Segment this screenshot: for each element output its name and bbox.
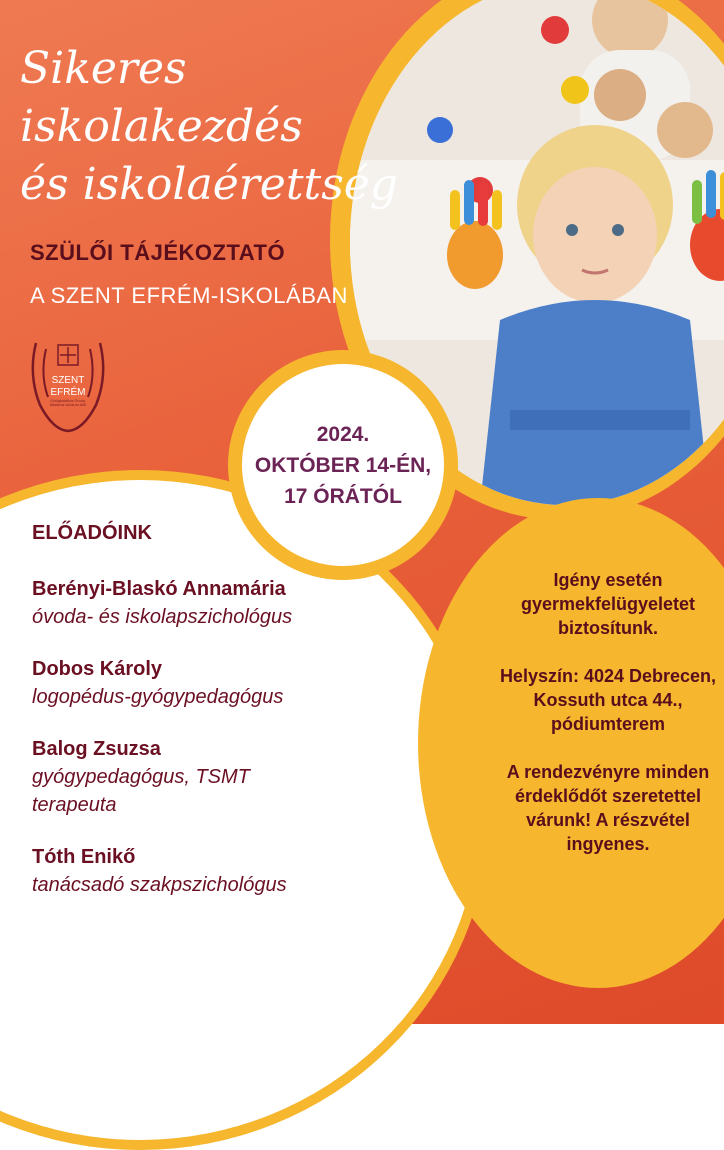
title-line-1: Sikeres: [20, 43, 187, 94]
speaker-role: logopédus-gyógypedagógus: [32, 686, 284, 708]
info-childcare: Igény esetén gyermekfelügyeletet biztosítunk.: [520, 570, 696, 638]
date-day: OKTÓBER 14-ÉN,: [254, 453, 432, 477]
title-line-2: iskolakezdés: [20, 101, 303, 152]
speakers-heading: ELŐADÓINK: [32, 522, 152, 544]
date-time: 17 ÓRÁTÓL: [284, 484, 402, 508]
speaker-name: Balog Zsuzsa: [32, 738, 161, 760]
speaker-item: [32, 735, 392, 819]
logo-text-2: EFRÉM: [50, 387, 86, 398]
speaker-item: [32, 655, 392, 711]
event-info: [488, 568, 724, 880]
logo-small-text: Görögkatolikus Óvoda, Általános Iskola és AMI: [49, 399, 87, 407]
logo-text-1: SZENT: [51, 375, 85, 386]
speaker-role: tanácsadó szakpszichológus: [32, 874, 287, 896]
info-location: Helyszín: 4024 Debrecen, Kossuth utca 44., pódiumterem: [499, 666, 717, 734]
speaker-role: gyógypedagógus, TSMT terapeuta: [32, 766, 250, 816]
speaker-role: óvoda- és iskolapszichológus: [32, 606, 293, 628]
title-line-3: és iskolaérettség: [20, 159, 398, 210]
speakers-list: [32, 522, 392, 923]
speaker-name: Tóth Enikő: [32, 846, 136, 868]
school-logo: [28, 335, 108, 435]
speaker-item: [32, 575, 392, 631]
event-title: [20, 40, 400, 214]
info-invitation: A rendezvényre minden érdeklődőt szeretettel várunk! A részvétel ingyenes.: [506, 762, 710, 854]
speaker-name: Dobos Károly: [32, 658, 163, 680]
speaker-item: [32, 843, 392, 899]
date-year: 2024.: [316, 422, 370, 446]
subtitle-parent-info: SZÜLŐI TÁJÉKOZTATÓ: [30, 240, 286, 265]
subtitle-school: A SZENT EFRÉM-ISKOLÁBAN: [30, 283, 348, 308]
speaker-name: Berényi-Blaskó Annamária: [32, 578, 286, 600]
